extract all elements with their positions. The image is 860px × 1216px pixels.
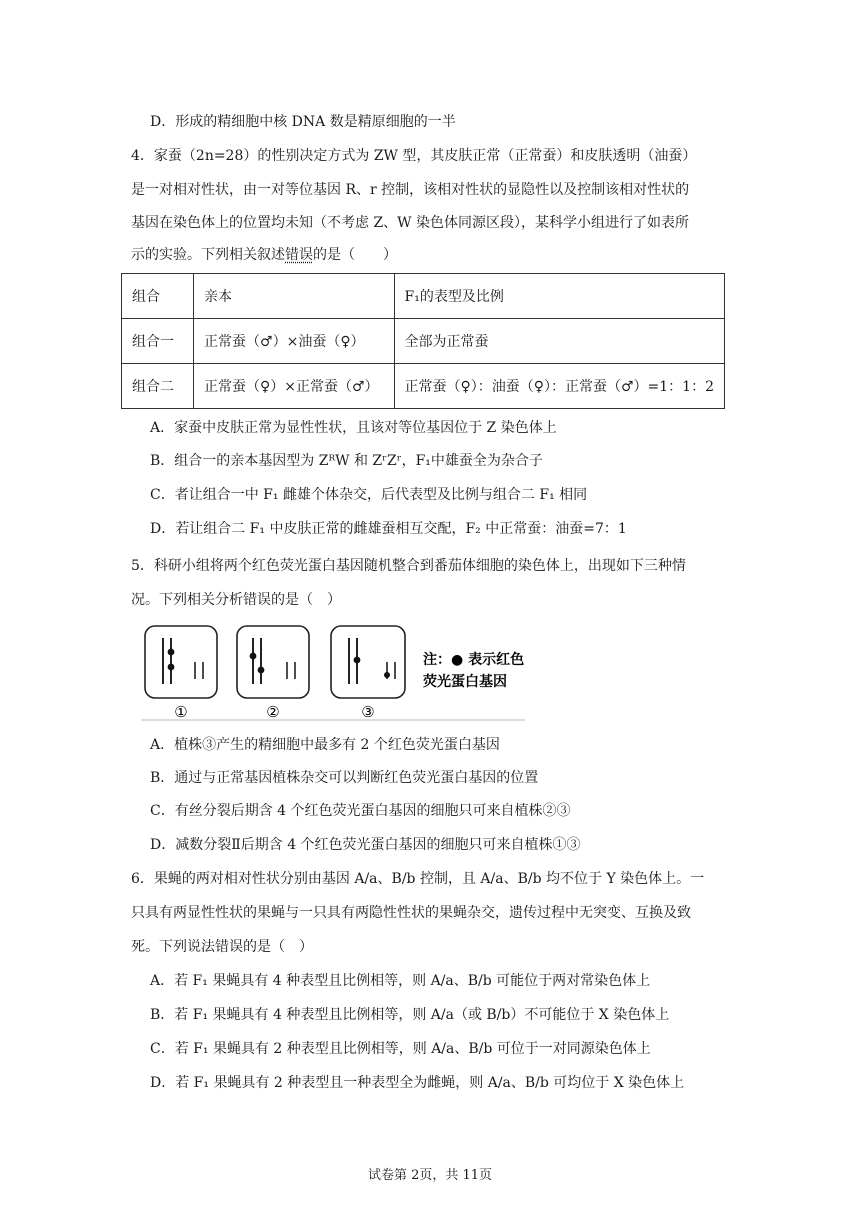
q5-option-c: C．有丝分裂后期含 4 个红色荧光蛋白基因的细胞只可来自植株②③	[150, 803, 571, 819]
q5-option-b: B．通过与正常基因植株杂交可以判断红色荧光蛋白基因的位置	[150, 770, 539, 786]
q6-stem-line2: 只具有两显性性状的果蝇与一只具有两隐性性状的果蝇杂交，遗传过程中无突变、互换及致	[131, 905, 691, 921]
q4-option-a: A．家蚕中皮肤正常为显性性状，且该对等位基因位于 Z 染色体上	[150, 420, 557, 436]
table-cell: 组合二	[122, 364, 194, 409]
table-row	[122, 364, 725, 409]
figure-label-1: ①	[174, 703, 188, 721]
q4-stem-line4	[131, 245, 397, 265]
q5-stem-line1: 5．科研小组将两个红色荧光蛋白基因随机整合到番茄体细胞的染色体上，出现如下三种情	[131, 558, 686, 574]
cell-box-1	[145, 626, 217, 698]
q5-option-a: A．植株③产生的精细胞中最多有 2 个红色荧光蛋白基因	[150, 737, 500, 753]
figure-note-line1: 注：● 表示红色	[423, 652, 525, 668]
table-cell: 正常蚕（♀）：油蚕（♀）：正常蚕（♂）=1：1：2	[394, 364, 724, 409]
fluorescent-gene-dot	[168, 664, 175, 671]
q6-option-d: D．若 F₁ 果蝇具有 2 种表型且一种表型全为雌蝇，则 A/a、B/b 可均位于 X 染色体上	[150, 1075, 685, 1091]
q4-stem-line2: 是一对相对性状，由一对等位基因 R、r 控制，该相对性状的显隐性以及控制该相对性状的	[131, 182, 690, 198]
q4-stem-part: 示的实验。下列相关叙述	[131, 247, 285, 263]
figure-note-line2: 荧光蛋白基因	[423, 674, 507, 690]
q5-option-d: D．减数分裂Ⅱ后期含 4 个红色荧光蛋白基因的细胞只可来自植株①③	[150, 837, 581, 853]
q4-emphasis-wrong: 错误	[285, 247, 313, 263]
chromosome-figure	[141, 622, 531, 724]
table-cell: 正常蚕（♀）×正常蚕（♂）	[194, 364, 394, 409]
table-cell: 全部为正常蚕	[394, 319, 724, 364]
page-footer: 试卷第 2页，共 11页	[367, 1168, 493, 1183]
table-row	[122, 319, 725, 364]
cell-box-2	[237, 626, 309, 698]
q5-stem-line2: 况。下列相关分析错误的是（ ）	[131, 592, 341, 608]
table-cell: 组合一	[122, 319, 194, 364]
q6-option-c: C．若 F₁ 果蝇具有 2 种表型且比例相等，则 A/a、B/b 可位于一对同源染色体上	[150, 1041, 651, 1057]
experiment-table	[121, 273, 725, 409]
fluorescent-gene-dot	[250, 653, 257, 660]
table-header-cell: F₁的表型及比例	[394, 274, 724, 319]
q4-stem-line3: 基因在染色体上的位置均未知（不考虑 Z、W 染色体同源区段），某科学小组进行了如表所	[131, 215, 690, 231]
fluorescent-gene-dot	[354, 657, 361, 664]
q6-option-a: A．若 F₁ 果蝇具有 4 种表型且比例相等，则 A/a、B/b 可能位于两对常染色体上	[150, 973, 651, 989]
q6-stem-line1: 6．果蝇的两对相对性状分别由基因 A/a、B/b 控制，且 A/a、B/b 均不位于 Y 染色体上。一	[131, 871, 705, 887]
table-header-cell: 亲本	[194, 274, 394, 319]
q4-option-d: D．若让组合二 F₁ 中皮肤正常的雌雄蚕相互交配，F₂ 中正常蚕：油蚕=7：1	[150, 521, 627, 537]
q4-stem-line1: 4．家蚕（2n=28）的性别决定方式为 ZW 型，其皮肤正常（正常蚕）和皮肤透明（油蚕）	[131, 148, 697, 164]
fluorescent-gene-dot	[384, 672, 390, 678]
q3-option-d: D．形成的精细胞中核 DNA 数是精原细胞的一半	[150, 114, 456, 130]
table-header-row	[122, 274, 725, 319]
cell-box-3	[331, 626, 405, 698]
q6-option-b: B．若 F₁ 果蝇具有 4 种表型且比例相等，则 A/a（或 B/b）不可能位于 X 染色体上	[150, 1007, 670, 1023]
q6-stem-line3: 死。下列说法错误的是（ ）	[131, 939, 313, 955]
figure-label-2: ②	[266, 703, 280, 721]
table-cell: 正常蚕（♂）×油蚕（♀）	[194, 319, 394, 364]
fluorescent-gene-dot	[168, 649, 175, 656]
q4-option-b: B．组合一的亲本基因型为 ZᴿW 和 ZʳZʳ，F₁中雄蚕全为杂合子	[150, 453, 543, 469]
figure-label-3: ③	[361, 703, 375, 721]
table-header-cell: 组合	[122, 274, 194, 319]
q4-stem-end: 的是（ ）	[313, 247, 397, 263]
fluorescent-gene-dot	[258, 667, 265, 674]
q4-option-c: C．者让组合一中 F₁ 雌雄个体杂交，后代表型及比例与组合二 F₁ 相同	[150, 487, 588, 503]
